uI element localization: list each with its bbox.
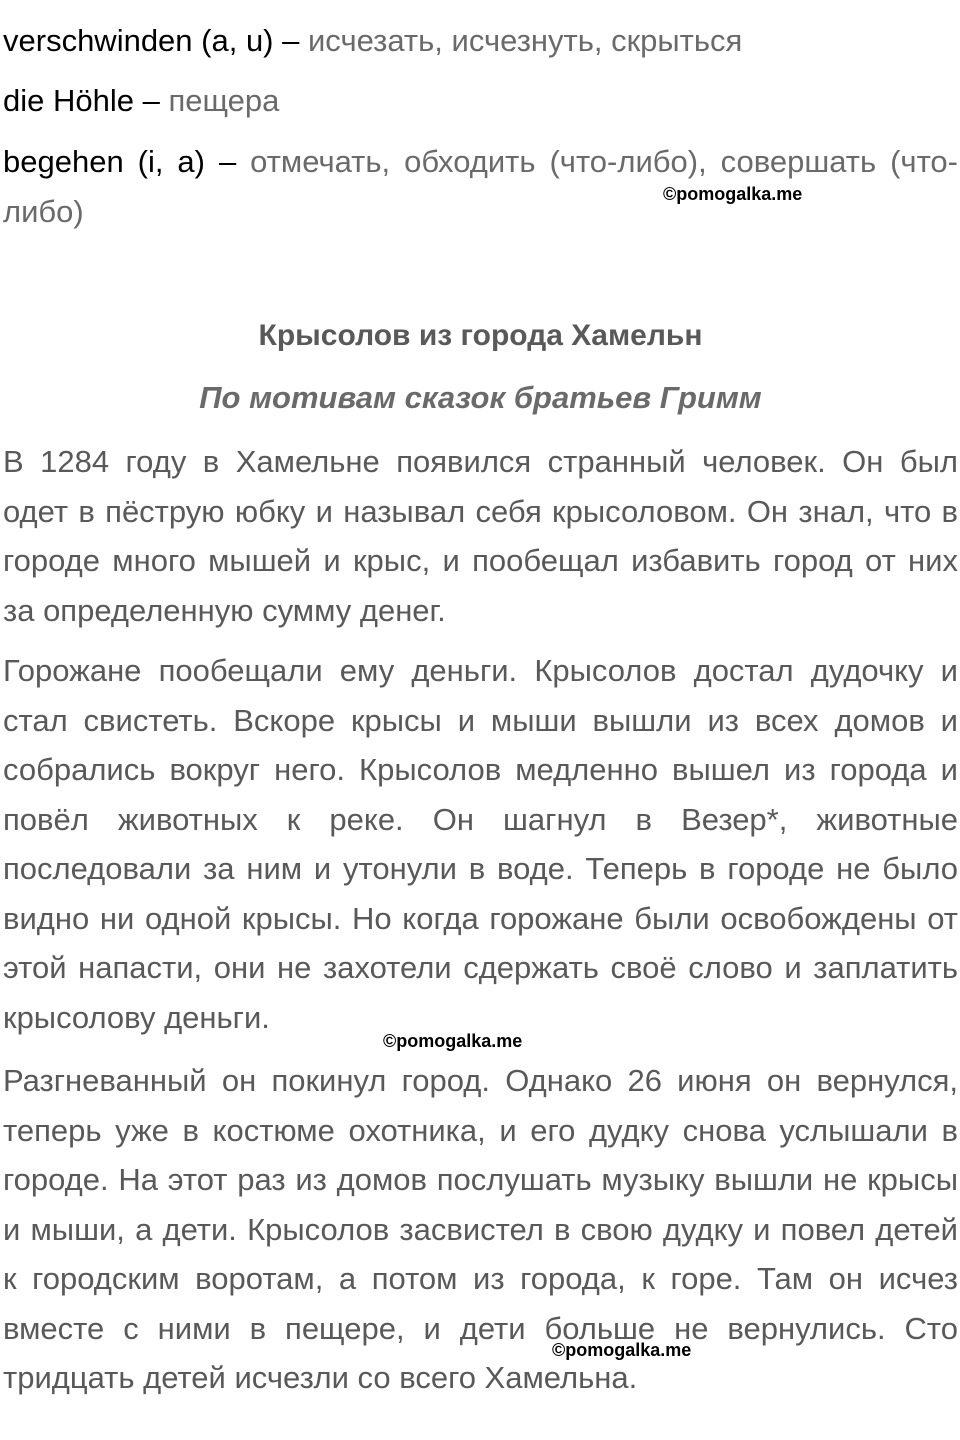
vocab-dash: – [273,23,308,58]
vocab-translation: отмечать, обходить (что-либо), совершать (что-либо) [3,144,958,229]
vocab-german-word: die Höhle [3,83,134,118]
vocab-dash: – [133,83,169,118]
vocab-translation: исчезать, исчезнуть, скрыться [307,23,743,58]
vocab-german-word: begehen (i, a) [3,144,205,179]
story-paragraph: В 1284 году в Хамельне появился странный человек. Он был одет в пёструю юбку и называл себя крысоловом. Он знал, что в городе много мышей и крыс, и пообещал избавить город от них за определенную сумму денег. [3,444,958,628]
story-title: Крысолов из города Хамельн [258,319,703,352]
vocab-translation: пещера [168,83,280,118]
vocab-entry-begehen [3,137,958,237]
vocab-entry-hoehle [3,76,958,126]
story-paragraph: Разгневанный он покинул город. Однако 26 июня он вернулся, теперь уже в костюме охотника, и его дудку снова услышали в городе. На этот раз из домов послушать музыку вышли не крысы и мыши, а дети. Крысолов засвистел в свою дудку и повел детей к городским воротам, а потом из города, к горе. Там он исчез вместе с ними в пещере, и дети больше не вернулись. Сто тридцать детей исчезли со всего Хамельна. [3,1063,958,1395]
vocab-dash: – [205,144,251,179]
vocab-entry-verschwinden [3,16,958,66]
watermark: ©pomogalka.me [552,1340,692,1360]
story-paragraph: Горожане пообещали ему деньги. Крысолов достал дудочку и стал свистеть. Вскоре крысы и мыши вышли из всех домов и собрались вокруг него. Крысолов медленно вышел из города и повёл животных к реке. Он шагнул в Везер*, животные последовали за ним и утонули в воде. Теперь в городе не было видно ни одной крысы. Но когда горожане были освобождены от этой напасти, они не захотели сдержать своё слово и заплатить крысолову деньги. [3,653,958,1035]
story-subtitle: По мотивам сказок братьев Гримм [199,380,762,415]
watermark: ©pomogalka.me [383,1031,523,1051]
vocab-german-word: verschwinden (a, u) [3,23,274,58]
watermark: ©pomogalka.me [663,184,803,204]
